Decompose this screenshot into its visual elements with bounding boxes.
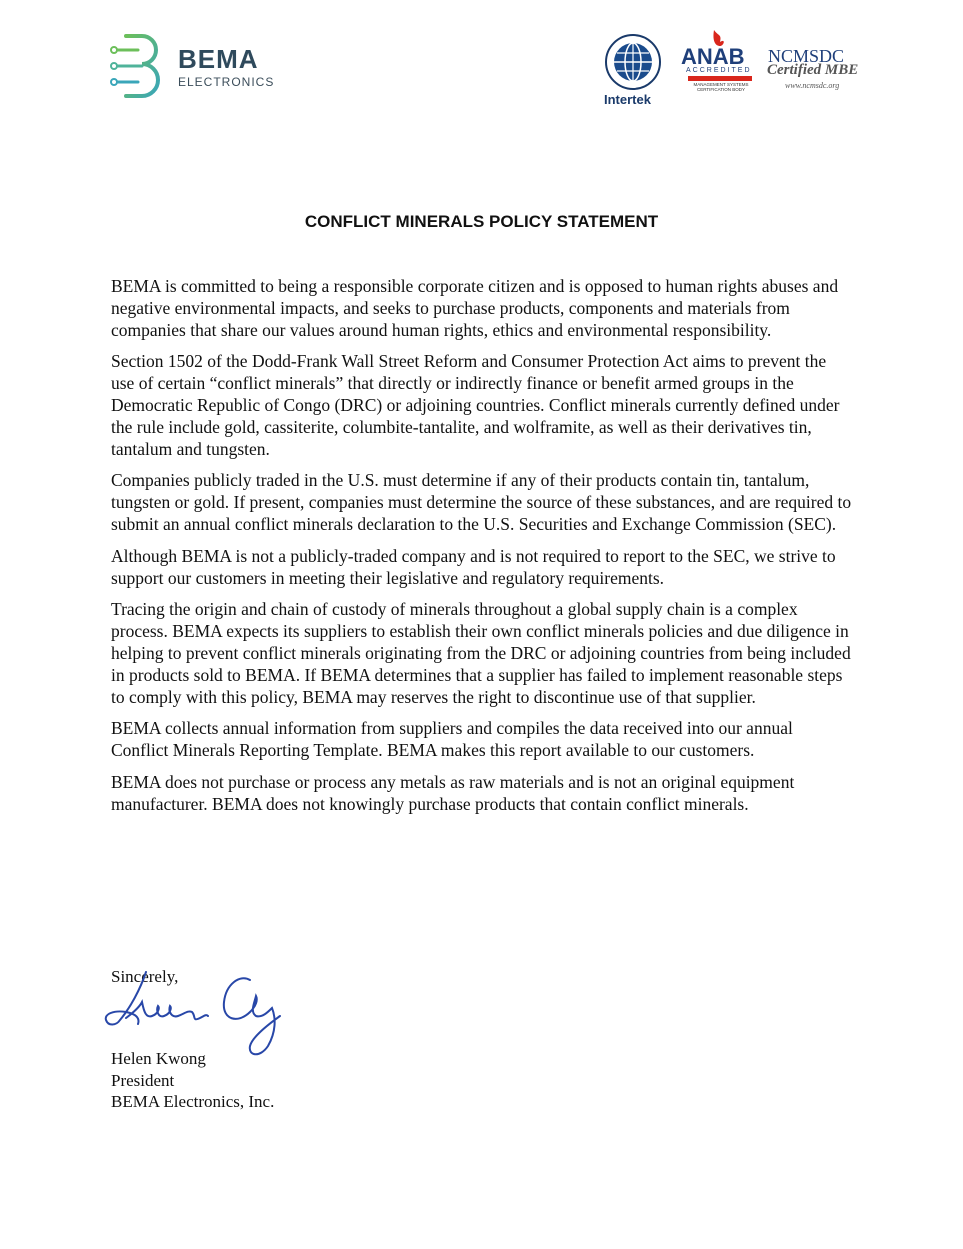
signer-block: [111, 1048, 274, 1113]
paragraph: Section 1502 of the Dodd-Frank Wall Street Reform and Consumer Protection Act aims to prevent the use of certain “conflict minerals” that directly or indirectly finance or benefit armed groups in the Democratic Republic of Congo (DRC) or adjoining countries. Conflict minerals currently defined under the rule include gold, cassiterite, columbite-tantalite, and wolframite, as well as their derivatives tin, tantalum and tungsten.: [111, 351, 840, 459]
ncmsdc-website: www.ncmsdc.org: [785, 81, 840, 90]
paragraph: Although BEMA is not a publicly-traded company and is not required to report to the SEC, we strive to support our customers in meeting their legislative and regulatory requirements.: [111, 545, 836, 588]
company-name: BEMA: [178, 44, 259, 74]
paragraph: BEMA collects annual information from suppliers and compiles the data received into our annual Conflict Minerals Reporting Template. BEMA makes this report available to our customers.: [111, 718, 793, 761]
closing: Sincerely,: [111, 967, 179, 986]
ncmsdc-wordmark: NCMSDC: [768, 46, 845, 66]
anab-body-label: MANAGEMENT SYSTEMS CERTIFICATION BODY: [693, 82, 749, 92]
paragraph: Tracing the origin and chain of custody of minerals throughout a global supply chain is a complex process. BEMA expects its suppliers to establish their own conflict minerals policies and due diligence in helping to prevent conflict minerals originating from the DRC or adjoining countries from being included in products sold to BEMA. If BEMA determines that a supplier has failed to implement reasonable steps to comply with this policy, BEMA may reserves the right to discontinue use of that supplier.: [111, 599, 851, 707]
signer-title: President: [111, 1070, 175, 1090]
intertek-label: Intertek: [604, 92, 651, 107]
anab-accredited: ACCREDITED: [686, 67, 752, 74]
letterhead: [0, 0, 963, 130]
company-subtitle: ELECTRONICS: [178, 75, 275, 89]
paragraph: BEMA is committed to being a responsible corporate citizen and is opposed to human rights abuses and negative environmental impacts, and seeks to purchase products, components and materials from companies that share our values around human rights, ethics and environmental responsibility.: [111, 276, 839, 340]
document-body: [111, 276, 853, 826]
document-title: CONFLICT MINERALS POLICY STATEMENT: [304, 212, 659, 231]
signer-company: BEMA Electronics, Inc.: [111, 1092, 275, 1111]
paragraph: Companies publicly traded in the U.S. must determine if any of their products contain tin, tantalum, tungsten or gold. If present, companies must determine the source of these substances, and are required to submit an annual conflict minerals declaration to the U.S. Securities and Exchange Commission (SEC).: [111, 470, 852, 534]
ncmsdc-certified: Certified MBE: [767, 62, 859, 78]
paragraph: BEMA does not purchase or process any metals as raw materials and is not an original equipment manufacturer. BEMA does not knowingly purchase products that contain conflict minerals.: [111, 771, 795, 814]
signer-name: Helen Kwong: [111, 1049, 206, 1068]
anab-wordmark: ANAB: [681, 44, 745, 69]
